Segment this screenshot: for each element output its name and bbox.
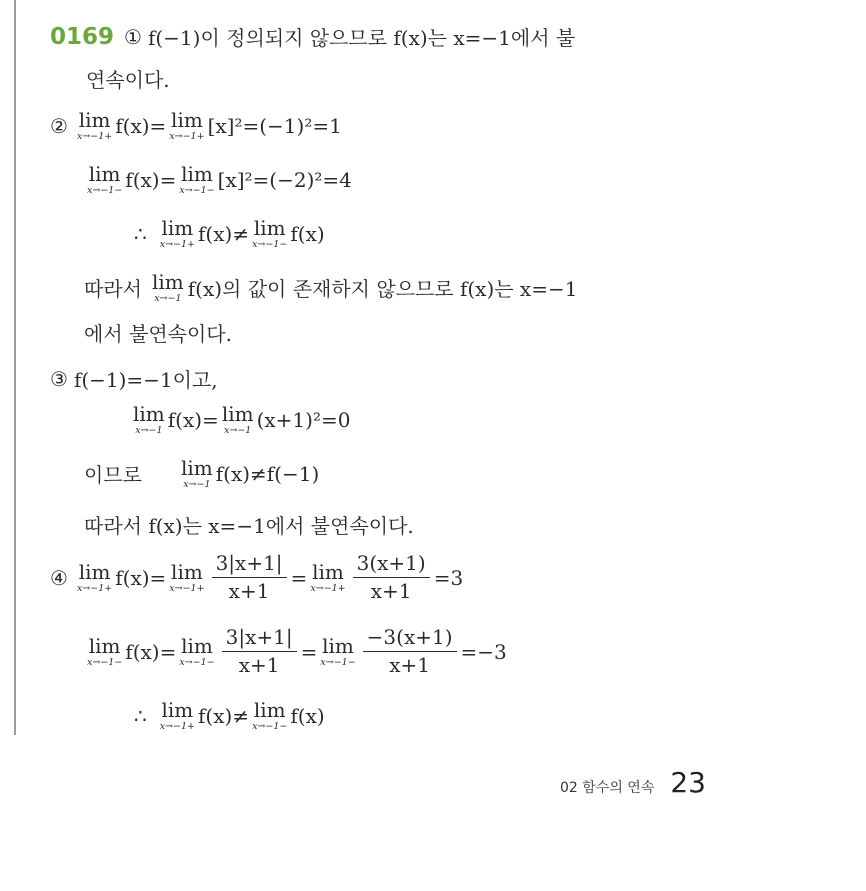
fraction-denominator: x+1	[228, 579, 270, 603]
expr-text: (x+1)²=0	[256, 407, 351, 432]
lim-word: lim	[88, 162, 121, 186]
expr-text: 에서 불연속이다.	[84, 322, 232, 346]
lim-subscript: x→−1−	[179, 656, 215, 668]
item3-line4	[84, 510, 414, 539]
expr-text: =3	[433, 565, 464, 590]
fraction	[353, 552, 430, 603]
limit-expr	[310, 559, 346, 594]
expr-text: =	[300, 639, 318, 664]
fraction	[212, 552, 287, 603]
left-margin-rule	[14, 0, 16, 735]
limit-expr	[252, 218, 287, 250]
lim-word: lim	[253, 216, 286, 240]
lim-subscript: x→−1+	[76, 131, 113, 142]
lim-subscript: x→−1+	[76, 582, 113, 594]
expr-text: f(x)의 값이 존재하지 않으므로 f(x)는 x=−1	[187, 277, 578, 302]
item4-line2	[84, 626, 507, 677]
item3-line3	[84, 458, 319, 490]
page-footer	[0, 766, 706, 799]
limit-expr	[179, 164, 214, 196]
fraction-denominator: x+1	[238, 653, 280, 677]
item3-line1	[50, 364, 218, 393]
lim-word: lim	[133, 402, 165, 426]
expr-text: f(x)≠	[198, 221, 250, 246]
lim-subscript: x→−1−	[87, 185, 123, 196]
lim-subscript: x→−1−	[179, 185, 215, 196]
item1-marker: ①	[124, 24, 142, 49]
lim-word: lim	[181, 633, 213, 658]
limit-expr	[152, 272, 184, 304]
lim-subscript: x→−1	[183, 479, 211, 490]
problem-number: 0169	[50, 23, 115, 50]
expr-text: =	[290, 565, 308, 590]
lim-subscript: x→−1−	[252, 721, 288, 732]
limit-expr	[181, 458, 213, 490]
fraction-numerator: −3(x+1)	[363, 626, 457, 652]
limit-expr	[169, 559, 205, 594]
expr-text: f(x)	[290, 221, 325, 246]
lim-subscript: x→−1+	[169, 131, 205, 142]
lim-subscript: x→−1−	[87, 656, 123, 668]
limit-expr	[222, 404, 254, 436]
item2-line5	[84, 318, 232, 347]
lim-subscript: x→−1+	[159, 239, 196, 250]
expr-text: f(x)	[290, 703, 325, 728]
lim-word: lim	[322, 633, 354, 658]
limit-expr	[133, 404, 165, 436]
lim-subscript: x→−1−	[252, 239, 288, 250]
item1-text-cont: 연속이다.	[86, 68, 170, 92]
fraction-numerator: 3|x+1|	[212, 552, 287, 578]
limit-expr	[76, 559, 113, 594]
item1-line2	[86, 64, 170, 93]
lim-word: lim	[180, 456, 213, 480]
lim-word: lim	[161, 216, 194, 240]
lim-word: lim	[253, 698, 286, 722]
expr-text: f(x)=	[125, 167, 177, 192]
item2-line3	[134, 218, 325, 250]
expr-text: f(x)≠f(−1)	[215, 461, 320, 486]
limit-expr	[160, 218, 195, 250]
limit-expr	[169, 110, 204, 142]
limit-expr	[87, 164, 122, 196]
expr-text: =−3	[460, 639, 507, 664]
expr-text: f(−1)=−1이고,	[73, 368, 218, 392]
limit-expr	[77, 110, 112, 142]
item2-marker: ②	[50, 113, 68, 138]
fraction-numerator: 3(x+1)	[353, 552, 430, 578]
expr-text: 따라서	[84, 277, 142, 302]
expr-text: 따라서 f(x)는 x=−1에서 불연속이다.	[84, 514, 414, 538]
lim-word: lim	[171, 559, 203, 584]
item4-marker: ④	[50, 565, 68, 590]
limit-expr	[160, 700, 195, 732]
expr-text: 이므로	[84, 463, 142, 488]
lim-subscript: x→−1	[154, 293, 182, 304]
fraction	[363, 626, 457, 677]
limit-expr	[252, 700, 287, 732]
therefore-symbol: ∴	[134, 221, 147, 246]
item3-marker: ③	[50, 366, 68, 391]
expr-text: f(x)=	[115, 565, 167, 590]
limit-expr	[320, 633, 356, 668]
limit-expr	[87, 633, 123, 668]
fraction-numerator: 3|x+1|	[222, 626, 297, 652]
expr-text: f(x)=	[125, 639, 177, 664]
lim-subscript: x→−1−	[320, 656, 356, 668]
expr-text: [x]²=(−2)²=4	[217, 167, 352, 192]
item4-line1	[50, 552, 463, 603]
expr-text: [x]²=(−1)²=1	[207, 113, 342, 138]
lim-word: lim	[221, 402, 254, 426]
lim-subscript: x→−1+	[310, 582, 346, 594]
lim-word: lim	[151, 270, 184, 294]
lim-subscript: x→−1+	[169, 582, 205, 594]
lim-subscript: x→−1	[224, 425, 252, 436]
expr-text: f(x)=	[115, 113, 167, 138]
lim-word: lim	[88, 633, 121, 658]
item1-text: f(−1)이 정의되지 않으므로 f(x)는 x=−1에서 불	[147, 26, 576, 50]
chapter-title: 02 함수의 연속	[560, 780, 655, 796]
lim-word: lim	[161, 698, 194, 722]
item2-line4	[84, 272, 577, 304]
expr-text: f(x)≠	[198, 703, 250, 728]
lim-subscript: x→−1+	[159, 721, 196, 732]
lim-word: lim	[171, 108, 203, 132]
fraction-denominator: x+1	[370, 579, 412, 603]
lim-word: lim	[78, 108, 111, 132]
lim-word: lim	[312, 559, 344, 584]
item1-line1	[50, 22, 575, 51]
item4-line3	[134, 700, 325, 732]
item2-line1	[50, 110, 342, 142]
page-number: 23	[670, 766, 706, 799]
fraction	[222, 626, 297, 677]
lim-word: lim	[78, 559, 111, 584]
lim-word: lim	[181, 162, 213, 186]
therefore-symbol: ∴	[134, 703, 147, 728]
expr-text: f(x)=	[167, 407, 219, 432]
fraction-denominator: x+1	[389, 653, 430, 677]
lim-subscript: x→−1	[135, 425, 163, 436]
limit-expr	[179, 633, 215, 668]
item2-line2	[84, 164, 352, 196]
item3-line2	[130, 404, 350, 436]
